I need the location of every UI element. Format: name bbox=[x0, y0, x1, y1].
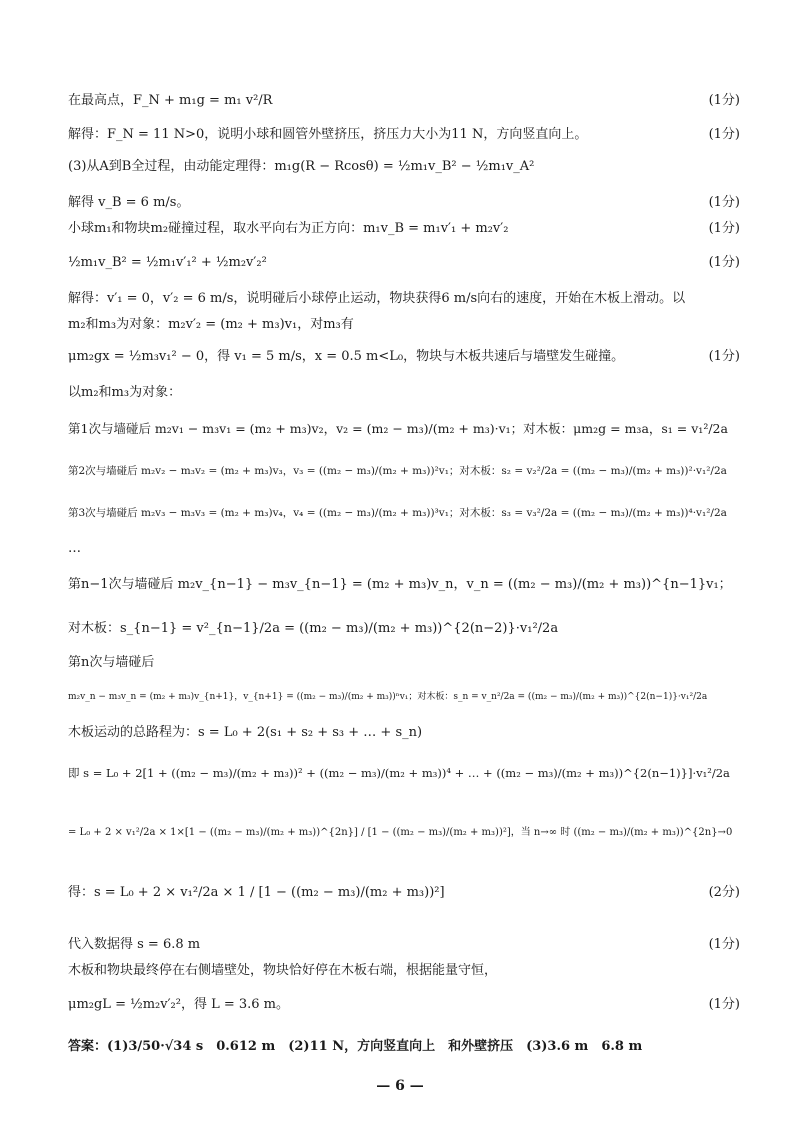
line-13: 第3次与墙碰后 m₂v₃ − m₃v₃ = (m₂ + m₃)v₄，v₄ = ((m₂ − m₃)/(m₂ + m₃))³v₁；对木板：s₃ = v₃²/2a = ((m₂ − m₃)/(m₂ + m₃))⁴·v₁²/2a bbox=[68, 507, 727, 519]
line-10: 以m₂和m₃为对象： bbox=[68, 385, 182, 400]
line-08: m₂和m₃为对象：m₂v′₂ = (m₂ + m₃)v₁，对m₃有 bbox=[68, 317, 354, 332]
line-17: 第n次与墙碰后 bbox=[68, 655, 155, 670]
line-19: 木板运动的总路程为：s = L₀ + 2(s₁ + s₂ + s₃ + … + s_n) bbox=[68, 725, 423, 740]
line-06: ½m₁v_B² = ½m₁v′₁² + ½m₂v′₂² bbox=[68, 255, 267, 270]
score-06: (1分) bbox=[708, 255, 740, 270]
score-04: (1分) bbox=[708, 195, 740, 210]
line-25: μm₂gL = ½m₂v′₂²，得 L = 3.6 m。 bbox=[68, 997, 290, 1012]
line-16: 对木板：s_{n−1} = v²_{n−1}/2a = ((m₂ − m₃)/(m₂ + m₃))^{2(n−2)}·v₁²/2a bbox=[68, 621, 559, 636]
line-03: (3)从A到B全过程，由动能定理得：m₁g(R − Rcosθ) = ½m₁v_B² − ½m₁v_A² bbox=[68, 159, 535, 174]
line-11: 第1次与墙碰后 m₂v₁ − m₃v₁ = (m₂ + m₃)v₂，v₂ = (m₂ − m₃)/(m₂ + m₃)·v₁；对木板：μm₂g = m₃a，s₁ = v₁²/2a bbox=[68, 421, 728, 436]
line-21: = L₀ + 2 × v₁²/2a × 1×[1 − ((m₂ − m₃)/(m₂ + m₃))^{2n}] / [1 − ((m₂ − m₃)/(m₂ + m₃))²]，当 n→∞ 时 ((m₂ − m₃)/(m₂ + m₃))^{2n}→0 bbox=[68, 827, 733, 838]
score-02: (1分) bbox=[708, 127, 740, 142]
line-22: 得：s = L₀ + 2 × v₁²/2a × 1 / [1 − ((m₂ − m₃)/(m₂ + m₃))²] bbox=[68, 885, 445, 900]
line-23: 代入数据得 s = 6.8 m bbox=[68, 937, 201, 952]
page-number: — 6 — bbox=[376, 1078, 424, 1094]
score-05: (1分) bbox=[708, 221, 740, 236]
line-07: 解得：v′₁ = 0，v′₂ = 6 m/s，说明碰后小球停止运动，物块获得6 m/s向右的速度，开始在木板上滑动。以 bbox=[68, 291, 686, 306]
score-01: (1分) bbox=[708, 93, 740, 108]
line-02: 解得：F_N = 11 N>0，说明小球和圆管外壁挤压，挤压力大小为11 N，方向竖直向上。 bbox=[68, 127, 588, 142]
line-09: μm₂gx = ½m₃v₁² − 0，得 v₁ = 5 m/s，x = 0.5 m<L₀，物块与木板共速后与墙壁发生碰撞。 bbox=[68, 349, 625, 364]
line-04: 解得 v_B = 6 m/s。 bbox=[68, 195, 190, 210]
score-23: (1分) bbox=[708, 937, 740, 952]
answer-line: 答案：(1)3/50·√34 s 0.612 m (2)11 N，方向竖直向上 和外壁挤压 (3)3.6 m 6.8 m bbox=[68, 1039, 643, 1054]
line-18: m₂v_n − m₃v_n = (m₂ + m₃)v_{n+1}，v_{n+1} = ((m₂ − m₃)/(m₂ + m₃))ⁿv₁；对木板：s_n = v_n²/2a = ((m₂ − m₃)/(m₂ + m₃))^{2(n−1)}·v₁²/2a bbox=[68, 692, 708, 702]
line-12: 第2次与墙碰后 m₂v₂ − m₃v₂ = (m₂ + m₃)v₃，v₃ = ((m₂ − m₃)/(m₂ + m₃))²v₁；对木板：s₂ = v₂²/2a = ((m₂ − m₃)/(m₂ + m₃))²·v₁²/2a bbox=[68, 465, 727, 477]
score-25: (1分) bbox=[708, 997, 740, 1012]
score-09: (1分) bbox=[708, 349, 740, 364]
score-22: (2分) bbox=[708, 885, 740, 900]
line-05: 小球m₁和物块m₂碰撞过程，取水平向右为正方向：m₁v_B = m₁v′₁ + m₂v′₂ bbox=[68, 221, 509, 236]
line-14: … bbox=[68, 541, 81, 556]
line-01: 在最高点，F_N + m₁g = m₁ v²/R bbox=[68, 93, 273, 108]
line-20: 即 s = L₀ + 2[1 + ((m₂ − m₃)/(m₂ + m₃))² + ((m₂ − m₃)/(m₂ + m₃))⁴ + … + ((m₂ − m₃)/(m₂ + m₃))^{2(n−1)}]·v₁²/2a bbox=[68, 766, 730, 780]
line-24: 木板和物块最终停在右侧墙壁处，物块恰好停在木板右端，根据能量守恒， bbox=[68, 963, 498, 978]
line-15: 第n−1次与墙碰后 m₂v_{n−1} − m₃v_{n−1} = (m₂ + m₃)v_n，v_n = ((m₂ − m₃)/(m₂ + m₃))^{n−1}v₁； bbox=[68, 577, 732, 592]
